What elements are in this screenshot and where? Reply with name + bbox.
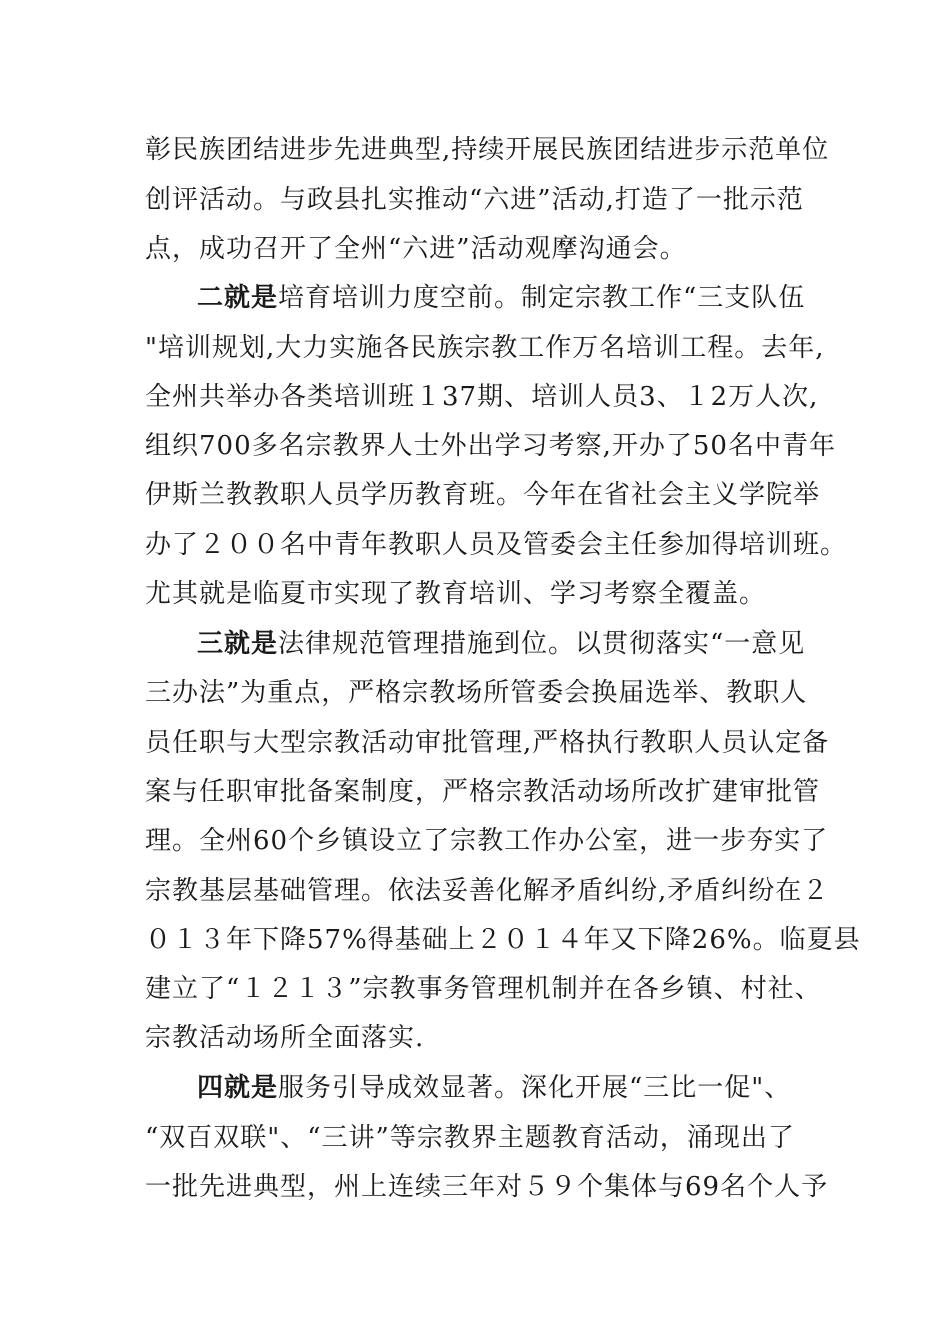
paragraph-4-first-line (197, 1070, 791, 1106)
paragraph-2-line-5: 伊斯兰教教职人员学历教育班。今年在省社会主义学院举 (145, 480, 821, 510)
paragraph-3-line-1: 法律规范管理措施到位。以贯彻落实“一意见 (278, 629, 806, 659)
paragraph-2-line-1: 培育培训力度空前。制定宗教工作“三支队伍 (278, 283, 806, 313)
paragraph-2-line-7: 尤其就是临夏市实现了教育培训、学习考察全覆盖。 (145, 579, 767, 609)
paragraph-4-line-1: 服务引导成效显著。深化开展“三比一促"、 (278, 1073, 792, 1103)
paragraph-2-line-2: "培训规划,大力实施各民族宗教工作万名培训工程。去年, (145, 333, 825, 363)
paragraph-3-line-6: 宗教基层基础管理。依法妥善化解矛盾纠纷,矛盾纠纷在２ (145, 876, 830, 906)
paragraph-3-line-8: 建立了“１２１３”宗教事务管理机制并在各乡镇、村社、 (145, 974, 822, 1004)
paragraph-3-line-2: 三办法”为重点，严格宗教场所管委会换届选举、教职人 (145, 678, 808, 708)
paragraph-4-line-3: 一批先进典型，州上连续三年对５９个集体与69名个人予 (145, 1172, 829, 1202)
paragraph-3-line-7: ０１３年下降57%得基础上２０１４年又下降26%。临夏县 (145, 925, 861, 955)
paragraph-3-first-line (197, 626, 805, 662)
paragraph-3-line-3: 员任职与大型宗教活动审批管理,严格执行教职人员认定备 (145, 728, 830, 758)
paragraph-3-line-5: 理。全州60个乡镇设立了宗教工作办公室，进一步夯实了 (145, 826, 829, 856)
paragraph-1-line-2: 创评活动。与政县扎实推动“六进”活动,打造了一批示范 (145, 185, 804, 215)
paragraph-1-line-1: 彰民族团结进步先进典型,持续开展民族团结进步示范单位 (145, 135, 830, 165)
paragraph-4-lead: 四就是 (197, 1073, 279, 1103)
paragraph-2-first-line (197, 280, 805, 316)
paragraph-2-line-4: 组织700多名宗教界人士外出学习考察,开办了50名中青年 (145, 431, 836, 461)
paragraph-3-line-4: 案与任职审批备案制度，严格宗教活动场所改扩建审批管 (145, 777, 821, 807)
paragraph-3-lead: 三就是 (197, 629, 279, 659)
paragraph-3-line-9: 宗教活动场所全面落实. (145, 1023, 425, 1053)
paragraph-2-line-6: 办了２００名中青年教职人员及管委会主任参加得培训班。 (145, 530, 848, 560)
paragraph-4-line-2: “双百双联"、“三讲”等宗教界主题教育活动，涌现出了 (145, 1123, 795, 1153)
paragraph-2-lead: 二就是 (197, 283, 279, 313)
paragraph-2-line-3: 全州共举办各类培训班１37期、培训人员3、１2万人次, (145, 382, 819, 412)
paragraph-1-line-3: 点，成功召开了全州“六进”活动观摩沟通会。 (145, 234, 687, 264)
